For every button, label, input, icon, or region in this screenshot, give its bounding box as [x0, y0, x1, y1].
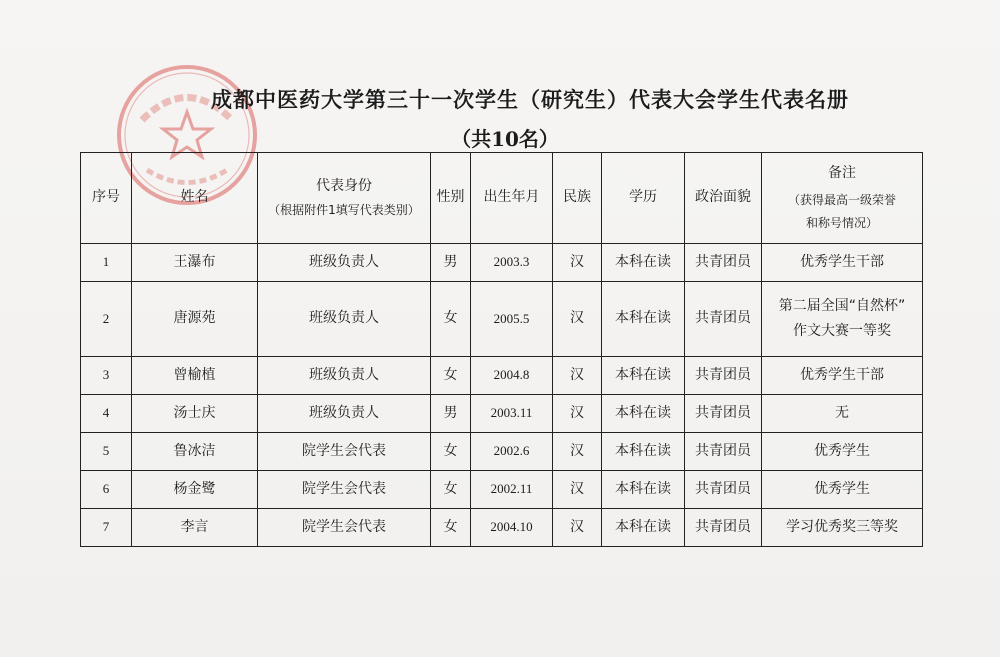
document-subtitle: （共10名）: [451, 127, 559, 151]
cell-name: 鲁冰洁: [132, 433, 258, 471]
cell-name: 王瀑布: [132, 244, 258, 282]
cell-birth: 2003.3: [471, 244, 553, 282]
remark-line: 第二届全国“自然杯”: [778, 298, 906, 314]
cell-identity: 班级负责人: [258, 282, 431, 357]
cell-seq: 7: [81, 509, 132, 547]
table-row: [81, 282, 923, 357]
cell-politics: 共青团员: [685, 282, 762, 357]
cell-education: 本科在读: [602, 244, 685, 282]
representatives-table: [80, 152, 923, 547]
header-education: 学历: [602, 153, 685, 244]
cell-ethnicity: 汉: [553, 357, 602, 395]
header-seq: 序号: [81, 153, 132, 244]
table-row: [81, 244, 923, 282]
document-title: 成都中医药大学第三十一次学生（研究生）代表大会学生代表名册: [211, 87, 849, 112]
table-row: [81, 357, 923, 395]
header-remarks-label: 备注: [828, 165, 856, 182]
cell-gender: 女: [431, 282, 471, 357]
cell-identity: 院学生会代表: [258, 509, 431, 547]
cell-education: 本科在读: [602, 433, 685, 471]
cell-education: 本科在读: [602, 395, 685, 433]
cell-remarks: [762, 509, 923, 547]
cell-identity: 班级负责人: [258, 244, 431, 282]
remark-line: 无: [835, 404, 849, 421]
cell-name: 唐源苑: [132, 282, 258, 357]
remark-line: 优秀学生干部: [800, 253, 884, 270]
header-birth: 出生年月: [471, 153, 553, 244]
cell-politics: 共青团员: [685, 509, 762, 547]
cell-remarks: [762, 471, 923, 509]
cell-identity: 院学生会代表: [258, 471, 431, 509]
cell-politics: 共青团员: [685, 357, 762, 395]
cell-identity: 班级负责人: [258, 357, 431, 395]
cell-birth: 2004.8: [471, 357, 553, 395]
cell-seq: 3: [81, 357, 132, 395]
cell-education: 本科在读: [602, 282, 685, 357]
cell-birth: 2002.6: [471, 433, 553, 471]
header-name: 姓名: [132, 153, 258, 244]
cell-gender: 女: [431, 433, 471, 471]
cell-remarks: [762, 357, 923, 395]
header-remarks-note-2: 和称号情况）: [805, 215, 878, 230]
table-row: [81, 433, 923, 471]
table-row: [81, 509, 923, 547]
cell-ethnicity: 汉: [553, 509, 602, 547]
cell-remarks: [762, 433, 923, 471]
header-ethnicity: 民族: [553, 153, 602, 244]
header-identity-note: （根据附件1填写代表类别）: [268, 203, 420, 218]
cell-identity: 院学生会代表: [258, 433, 431, 471]
header-politics: 政治面貌: [685, 153, 762, 244]
cell-name: 李言: [132, 509, 258, 547]
remark-line: 学习优秀奖三等奖: [786, 518, 898, 535]
cell-birth: 2005.5: [471, 282, 553, 357]
header-gender: 性别: [431, 153, 471, 244]
cell-gender: 女: [431, 471, 471, 509]
cell-seq: 4: [81, 395, 132, 433]
header-identity: [258, 153, 431, 244]
cell-politics: 共青团员: [685, 433, 762, 471]
cell-gender: 男: [431, 395, 471, 433]
cell-education: 本科在读: [602, 509, 685, 547]
cell-ethnicity: 汉: [553, 471, 602, 509]
cell-ethnicity: 汉: [553, 244, 602, 282]
table-header-row: [81, 153, 923, 244]
cell-education: 本科在读: [602, 357, 685, 395]
cell-birth: 2004.10: [471, 509, 553, 547]
remark-line: 作文大赛一等奖: [793, 322, 891, 339]
cell-politics: 共青团员: [685, 244, 762, 282]
cell-name: 汤士庆: [132, 395, 258, 433]
table-body: [81, 244, 923, 547]
cell-identity: 班级负责人: [258, 395, 431, 433]
cell-ethnicity: 汉: [553, 282, 602, 357]
cell-seq: 6: [81, 471, 132, 509]
cell-birth: 2002.11: [471, 471, 553, 509]
header-remarks-note-1: （获得最高一级荣誉: [787, 192, 896, 207]
cell-ethnicity: 汉: [553, 433, 602, 471]
cell-seq: 1: [81, 244, 132, 282]
cell-remarks: [762, 395, 923, 433]
cell-politics: 共青团员: [685, 471, 762, 509]
cell-seq: 5: [81, 433, 132, 471]
cell-name: 杨金鹭: [132, 471, 258, 509]
remark-line: 优秀学生: [814, 480, 870, 497]
table-row: [81, 471, 923, 509]
cell-gender: 女: [431, 509, 471, 547]
cell-ethnicity: 汉: [553, 395, 602, 433]
cell-name: 曾榆植: [132, 357, 258, 395]
header-identity-label: 代表身份: [316, 177, 372, 194]
cell-remarks: [762, 244, 923, 282]
cell-gender: 男: [431, 244, 471, 282]
cell-politics: 共青团员: [685, 395, 762, 433]
remark-line: 优秀学生干部: [800, 366, 884, 383]
cell-education: 本科在读: [602, 471, 685, 509]
header-remarks: [762, 153, 923, 244]
remark-line: 优秀学生: [814, 442, 870, 459]
table-row: [81, 395, 923, 433]
cell-gender: 女: [431, 357, 471, 395]
cell-birth: 2003.11: [471, 395, 553, 433]
cell-seq: 2: [81, 282, 132, 357]
cell-remarks: [762, 282, 923, 357]
